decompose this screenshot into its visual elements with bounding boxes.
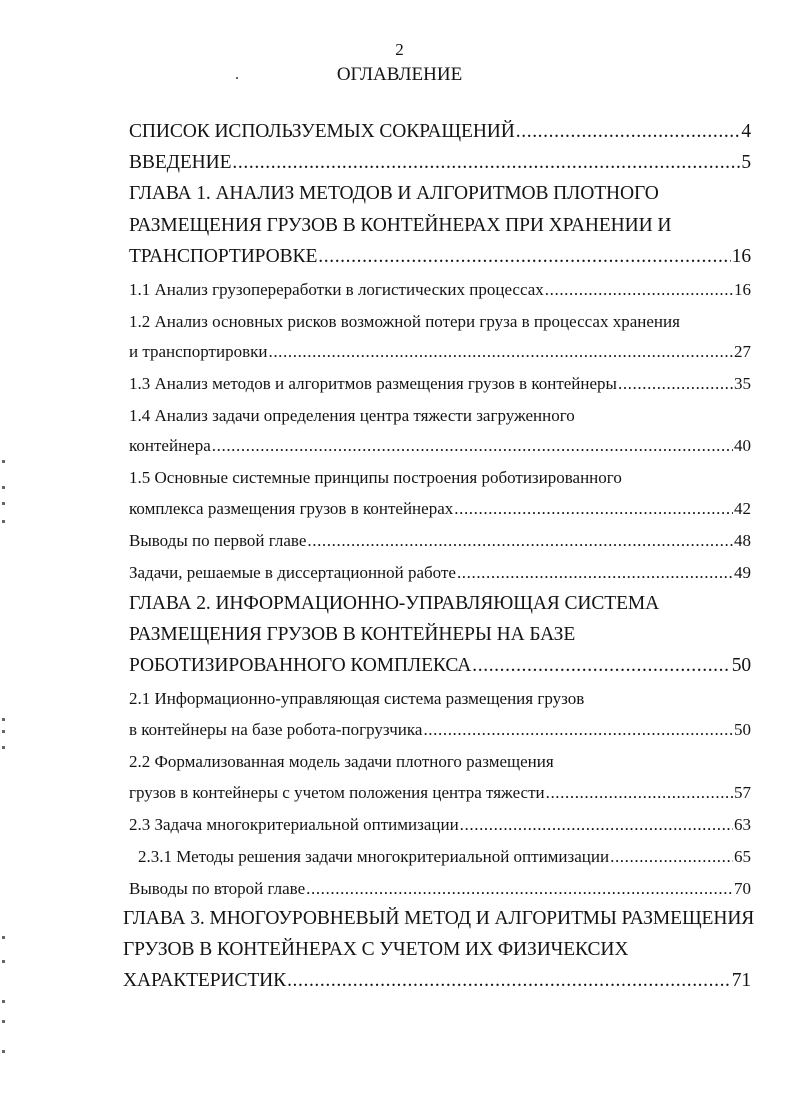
dot-leader — [307, 530, 733, 552]
toc-page-number: 50 — [734, 720, 751, 739]
toc-page-number: 35 — [734, 374, 751, 393]
dot-leader — [454, 498, 733, 520]
dot-leader — [423, 719, 733, 741]
toc-page-number: 40 — [734, 436, 751, 455]
toc-chapter-1-line-1: ГЛАВА 1. АНАЛИЗ МЕТОДОВ И АЛГОРИТМОВ ПЛОТНОГО — [129, 183, 659, 204]
toc-page-number: 50 — [731, 655, 751, 676]
toc-entry-text: в контейнеры на базе робота-погрузчика — [129, 720, 423, 739]
toc-entry-1-5[interactable] — [129, 498, 751, 520]
toc-page-number: 63 — [734, 815, 751, 834]
toc-entry-text: 2.3 Задача многокритериальной оптимизации — [129, 815, 459, 834]
toc-entry-1-2[interactable] — [129, 341, 751, 363]
toc-entry-conclusions-1[interactable] — [129, 530, 751, 552]
toc-page-number: 5 — [741, 152, 751, 173]
toc-entry-conclusions-2[interactable] — [129, 878, 751, 900]
dot-leader — [457, 562, 733, 584]
toc-entry-text: 1.1 Анализ грузопереработки в логистических процессах — [129, 280, 544, 299]
dot-leader — [516, 121, 741, 143]
toc-entry-text: и транспортировки — [129, 342, 268, 361]
toc-entry-2-2[interactable] — [129, 782, 751, 804]
toc-entry-text: 2.3.1 Методы решения задачи многокритериальной оптимизации — [138, 847, 610, 866]
page-number: 2 — [395, 40, 404, 59]
toc-entry-text: Выводы по первой главе — [129, 531, 307, 550]
toc-entry-chapter-3[interactable] — [123, 970, 751, 992]
toc-entry-text: Выводы по второй главе — [129, 879, 306, 898]
toc-entry-text: Задачи, решаемые в диссертационной работе — [129, 563, 456, 582]
dot-leader — [212, 435, 733, 457]
toc-entry-abbreviations[interactable] — [129, 121, 751, 143]
toc-page-number: 42 — [734, 499, 751, 518]
toc-entry-2-2-line-1: 2.2 Формализованная модель задачи плотного размещения — [129, 752, 554, 771]
dot-leader — [232, 152, 740, 174]
dot-leader — [546, 782, 733, 804]
dot-leader — [306, 878, 733, 900]
toc-entry-chapter-1[interactable] — [129, 246, 751, 268]
toc-page-number: 16 — [734, 280, 751, 299]
toc-entry-2-1-line-1: 2.1 Информационно-управляющая система размещения грузов — [129, 689, 585, 708]
dot-leader — [472, 655, 730, 677]
dot-leader — [460, 814, 733, 836]
dot-leader — [545, 279, 733, 301]
toc-entry-1-2-line-1: 1.2 Анализ основных рисков возможной потери груза в процессах хранения — [129, 312, 680, 331]
toc-entry-1-1[interactable] — [129, 279, 751, 301]
toc-page-number: 16 — [731, 246, 751, 267]
toc-chapter-2-line-1: ГЛАВА 2. ИНФОРМАЦИОННО-УПРАВЛЯЮЩАЯ СИСТЕМА — [129, 593, 660, 614]
toc-entry-2-3-1[interactable] — [138, 846, 751, 868]
toc-entry-1-5-line-1: 1.5 Основные системные принципы построения роботизированного — [129, 468, 622, 487]
toc-entry-2-3[interactable] — [129, 814, 751, 836]
toc-entry-chapter-2[interactable] — [129, 655, 751, 677]
toc-entry-text: ХАРАКТЕРИСТИК — [123, 970, 287, 991]
toc-entry-text: СПИСОК ИСПОЛЬЗУЕМЫХ СОКРАЩЕНИЙ — [129, 121, 515, 142]
dot-leader — [268, 341, 733, 363]
toc-chapter-3-line-2: ГРУЗОВ В КОНТЕЙНЕРАХ С УЧЕТОМ ИХ ФИЗИЧЕКСИХ — [123, 939, 629, 960]
scan-margin-marks — [2, 460, 8, 1080]
toc-entry-text: 1.3 Анализ методов и алгоритмов размещения грузов в контейнеры — [129, 374, 617, 393]
toc-page-number: 48 — [734, 531, 751, 550]
toc-chapter-2-line-2: РАЗМЕЩЕНИЯ ГРУЗОВ В КОНТЕЙНЕРЫ НА БАЗЕ — [129, 624, 576, 645]
toc-entry-1-4-line-1: 1.4 Анализ задачи определения центра тяжести загруженного — [129, 406, 575, 425]
toc-entry-text: ТРАНСПОРТИРОВКЕ — [129, 246, 318, 267]
toc-page-number: 49 — [734, 563, 751, 582]
dot-leader — [287, 970, 731, 992]
dot-leader — [618, 373, 733, 395]
toc-entry-text: ВВЕДЕНИЕ — [129, 152, 232, 173]
toc-entry-1-4[interactable] — [129, 435, 751, 457]
toc-chapter-3-line-1: ГЛАВА 3. МНОГОУРОВНЕВЫЙ МЕТОД И АЛГОРИТМЫ РАЗМЕЩЕНИЯ — [123, 908, 755, 929]
toc-entry-1-3[interactable] — [129, 373, 751, 395]
toc-entry-text: комплекса размещения грузов в контейнерах — [129, 499, 454, 518]
toc-entry-text: РОБОТИЗИРОВАННОГО КОМПЛЕКСА — [129, 655, 472, 676]
scan-speck — [236, 77, 238, 79]
toc-entry-text: контейнера — [129, 436, 211, 455]
page-title: ОГЛАВЛЕНИЕ — [336, 64, 463, 85]
toc-entry-text: грузов в контейнеры с учетом положения центра тяжести — [129, 783, 545, 802]
toc-page-number: 27 — [734, 342, 751, 361]
dot-leader — [318, 246, 730, 268]
dot-leader — [610, 846, 733, 868]
toc-entry-2-1[interactable] — [129, 719, 751, 741]
toc-page-number: 57 — [734, 783, 751, 802]
toc-page-number: 4 — [741, 121, 751, 142]
toc-page-number: 65 — [734, 847, 751, 866]
toc-entry-tasks[interactable] — [129, 562, 751, 584]
toc-chapter-1-line-2: РАЗМЕЩЕНИЯ ГРУЗОВ В КОНТЕЙНЕРАХ ПРИ ХРАНЕНИИ И — [129, 215, 672, 236]
toc-entry-introduction[interactable] — [129, 152, 751, 174]
toc-page-number: 70 — [734, 879, 751, 898]
toc-page-number: 71 — [731, 970, 751, 991]
